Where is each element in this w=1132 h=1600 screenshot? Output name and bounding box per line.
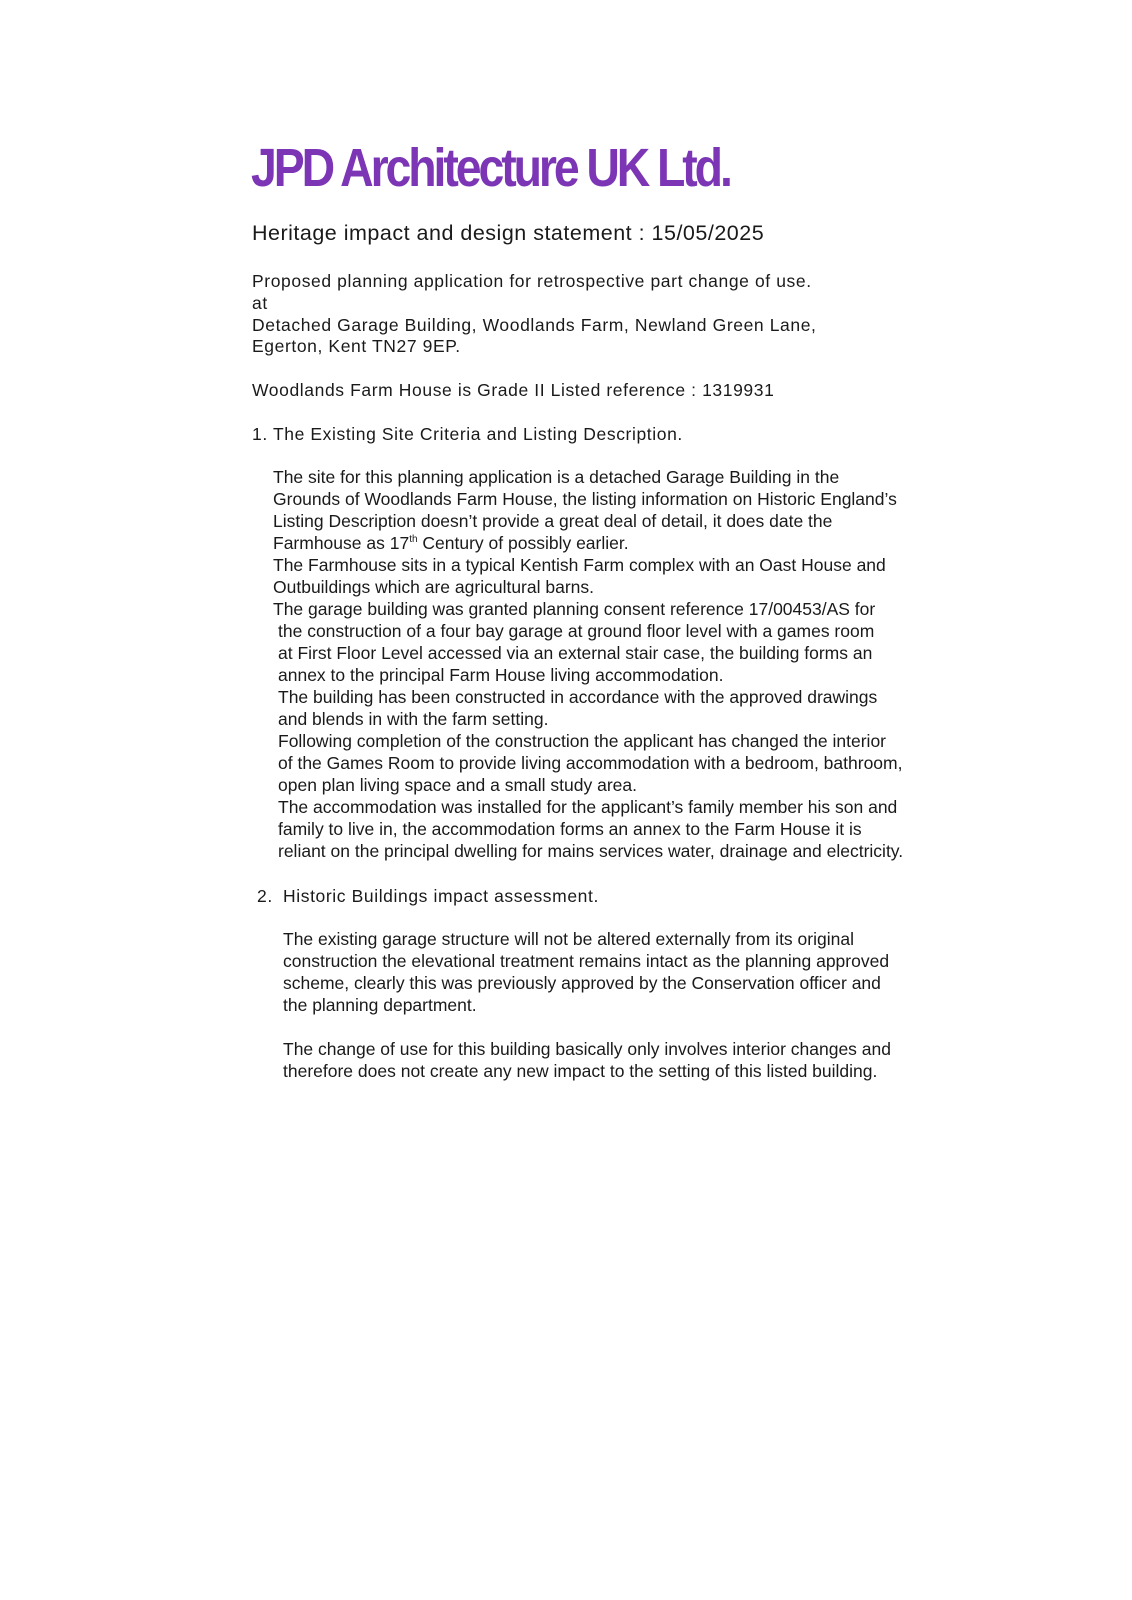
body-line: construction the elevational treatment remains intact as the planning approved	[283, 951, 890, 971]
century-suffix: Century of possibly earlier.	[417, 533, 629, 553]
body-line: the construction of a four bay garage at ground floor level with a games room	[278, 621, 875, 641]
section-1-heading: 1. The Existing Site Criteria and Listing Description.	[252, 424, 683, 444]
intro-line: Detached Garage Building, Woodlands Farm, Newland Green Lane,	[252, 315, 817, 335]
intro-line: at	[252, 293, 268, 313]
section-2-number: 2.	[257, 886, 273, 906]
century-superscript: th	[409, 534, 418, 545]
body-line: Outbuildings which are agricultural barns.	[273, 577, 594, 597]
body-line: The Farmhouse sits in a typical Kentish Farm complex with an Oast House and	[273, 555, 886, 575]
body-line: Listing Description doesn’t provide a great deal of detail, it does date the	[273, 511, 833, 531]
body-line: annex to the principal Farm House living accommodation.	[278, 665, 724, 685]
intro-line: Proposed planning application for retrospective part change of use.	[252, 271, 812, 291]
body-line: The site for this planning application is a detached Garage Building in the	[273, 467, 840, 487]
body-line: therefore does not create any new impact to the setting of this listed building.	[283, 1061, 878, 1081]
body-line: at First Floor Level accessed via an external stair case, the building forms an	[278, 643, 873, 663]
body-line: The change of use for this building basically only involves interior changes and	[283, 1039, 891, 1059]
document-subtitle: Heritage impact and design statement : 15/05/2025	[252, 221, 765, 245]
body-line: the planning department.	[283, 995, 477, 1015]
body-line	[273, 533, 629, 555]
company-logo: JPD Architecture UK Ltd.	[251, 138, 730, 198]
body-line: Following completion of the construction the applicant has changed the interior	[278, 731, 887, 751]
section-2-heading: Historic Buildings impact assessment.	[283, 886, 599, 906]
body-line: reliant on the principal dwelling for mains services water, drainage and electricity.	[278, 841, 904, 861]
body-line: and blends in with the farm setting.	[278, 709, 549, 729]
body-line: family to live in, the accommodation forms an annex to the Farm House it is	[278, 819, 862, 839]
body-line: The garage building was granted planning consent reference 17/00453/AS for	[273, 599, 876, 619]
body-line: The accommodation was installed for the applicant’s family member his son and	[278, 797, 898, 817]
intro-line: Egerton, Kent TN27 9EP.	[252, 336, 461, 356]
body-line: scheme, clearly this was previously approved by the Conservation officer and	[283, 973, 881, 993]
body-line: Grounds of Woodlands Farm House, the listing information on Historic England’s	[273, 489, 897, 509]
body-line: The existing garage structure will not be altered externally from its original	[283, 929, 854, 949]
listing-reference: Woodlands Farm House is Grade II Listed reference : 1319931	[252, 380, 775, 400]
body-line: open plan living space and a small study area.	[278, 775, 637, 795]
century-prefix: Farmhouse as 17	[273, 533, 410, 553]
body-line: The building has been constructed in accordance with the approved drawings	[278, 687, 878, 707]
body-line: of the Games Room to provide living accommodation with a bedroom, bathroom,	[278, 753, 903, 773]
